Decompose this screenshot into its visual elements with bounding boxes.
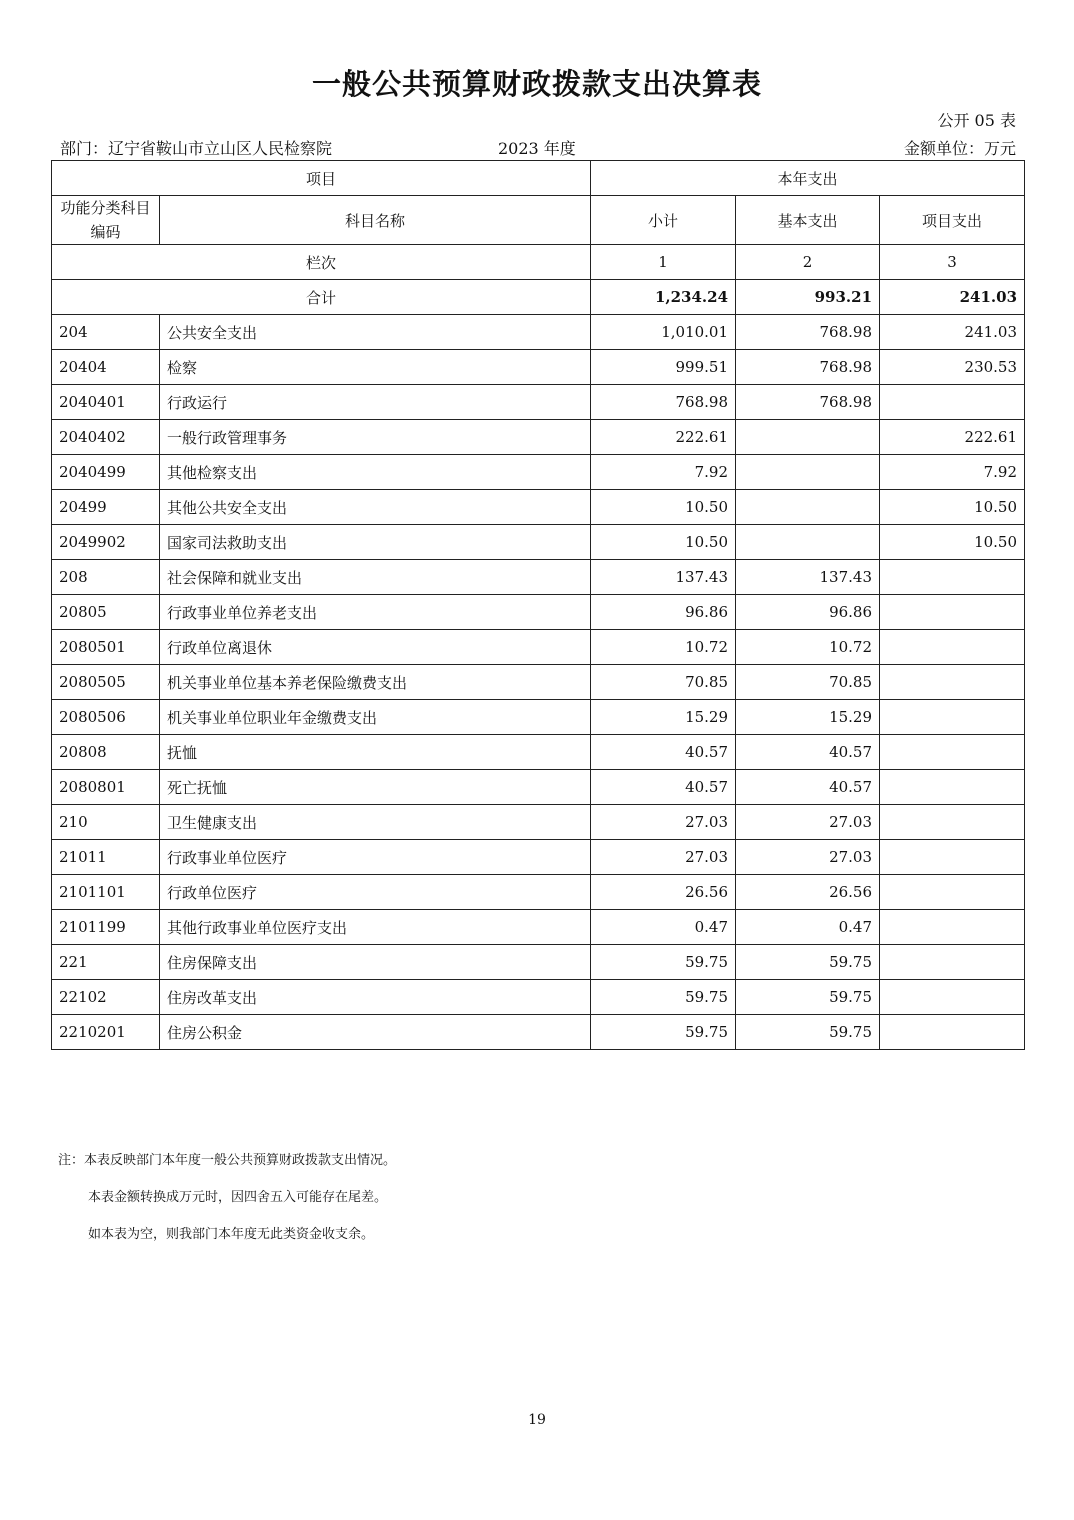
cell-code: 22102 [52,980,160,1015]
cell-name: 其他公共安全支出 [160,490,591,525]
cell-subtotal: 27.03 [591,805,736,840]
cell-code: 2040499 [52,455,160,490]
table-row [52,770,1025,805]
cell-basic: 59.75 [736,945,880,980]
cell-code: 2040401 [52,385,160,420]
cell-basic: 27.03 [736,840,880,875]
cell-project: 222.61 [880,420,1025,455]
cell-basic: 15.29 [736,700,880,735]
cell-project: 10.50 [880,525,1025,560]
cell-name: 其他检察支出 [160,455,591,490]
cell-name: 行政事业单位医疗 [160,840,591,875]
column-number-3: 3 [880,245,1025,280]
cell-name: 卫生健康支出 [160,805,591,840]
note-line: 本表金额转换成万元时，因四舍五入可能存在尾差。 [88,1190,388,1205]
table-row [52,980,1025,1015]
cell-name: 社会保障和就业支出 [160,560,591,595]
cell-basic [736,490,880,525]
cell-basic: 40.57 [736,735,880,770]
cell-basic: 10.72 [736,630,880,665]
cell-name: 机关事业单位职业年金缴费支出 [160,700,591,735]
column-number-row [52,245,1025,280]
table-row [52,665,1025,700]
cell-subtotal: 59.75 [591,1015,736,1050]
cell-name: 检察 [160,350,591,385]
cell-basic: 0.47 [736,910,880,945]
table-row [52,595,1025,630]
expenditure-table [51,160,1025,1050]
note-line: 注：本表反映部门本年度一般公共预算财政拨款支出情况。 [58,1153,397,1168]
cell-basic: 768.98 [736,350,880,385]
cell-project [880,945,1025,980]
cell-basic: 768.98 [736,315,880,350]
table-row [52,630,1025,665]
cell-name: 行政单位医疗 [160,875,591,910]
cell-project [880,840,1025,875]
cell-project [880,805,1025,840]
cell-code: 2040402 [52,420,160,455]
cell-subtotal: 40.57 [591,770,736,805]
cell-basic: 59.75 [736,1015,880,1050]
header-current-year: 本年支出 [591,161,1025,196]
column-number-1: 1 [591,245,736,280]
column-number-2: 2 [736,245,880,280]
cell-project [880,630,1025,665]
total-row [52,280,1025,315]
cell-subtotal: 26.56 [591,875,736,910]
page-title: 一般公共预算财政拨款支出决算表 [311,67,762,101]
table-row [52,805,1025,840]
cell-project [880,700,1025,735]
total-project: 241.03 [880,280,1025,315]
table-row [52,560,1025,595]
cell-code: 2080801 [52,770,160,805]
cell-project: 10.50 [880,490,1025,525]
table-row [52,840,1025,875]
cell-code: 2049902 [52,525,160,560]
cell-name: 住房保障支出 [160,945,591,980]
table-row [52,455,1025,490]
cell-project [880,910,1025,945]
column-label: 栏次 [52,245,591,280]
cell-name: 国家司法救助支出 [160,525,591,560]
form-number: 公开 05 表 [937,111,1016,130]
cell-basic: 40.57 [736,770,880,805]
cell-code: 204 [52,315,160,350]
header-row-2 [52,196,1025,245]
cell-basic [736,455,880,490]
table-row [52,875,1025,910]
cell-code: 20805 [52,595,160,630]
cell-subtotal: 70.85 [591,665,736,700]
cell-code: 221 [52,945,160,980]
cell-code: 2080506 [52,700,160,735]
department-label: 部门：辽宁省鞍山市立山区人民检察院 [60,139,333,158]
cell-subtotal: 27.03 [591,840,736,875]
cell-basic [736,525,880,560]
cell-name: 其他行政事业单位医疗支出 [160,910,591,945]
cell-code: 20404 [52,350,160,385]
table-row [52,490,1025,525]
cell-name: 抚恤 [160,735,591,770]
cell-code: 2101101 [52,875,160,910]
total-basic: 993.21 [736,280,880,315]
cell-subtotal: 59.75 [591,980,736,1015]
table-row [52,1015,1025,1050]
cell-project [880,1015,1025,1050]
note-line: 如本表为空，则我部门本年度无此类资金收支余。 [88,1227,375,1242]
cell-project [880,595,1025,630]
cell-subtotal: 1,010.01 [591,315,736,350]
header-name: 科目名称 [160,196,591,245]
cell-name: 行政事业单位养老支出 [160,595,591,630]
cell-project [880,665,1025,700]
cell-name: 公共安全支出 [160,315,591,350]
cell-code: 2210201 [52,1015,160,1050]
cell-project: 230.53 [880,350,1025,385]
cell-name: 死亡抚恤 [160,770,591,805]
cell-code: 2080501 [52,630,160,665]
cell-project [880,560,1025,595]
header-project: 项目支出 [880,196,1025,245]
table-row [52,735,1025,770]
cell-subtotal: 59.75 [591,945,736,980]
cell-code: 2080505 [52,665,160,700]
cell-basic: 137.43 [736,560,880,595]
cell-project [880,735,1025,770]
cell-code: 208 [52,560,160,595]
cell-name: 一般行政管理事务 [160,420,591,455]
cell-subtotal: 15.29 [591,700,736,735]
header-code: 功能分类科目编码 [52,196,160,245]
cell-subtotal: 96.86 [591,595,736,630]
header-item: 项目 [52,161,591,196]
cell-basic: 59.75 [736,980,880,1015]
cell-subtotal: 222.61 [591,420,736,455]
amount-unit: 金额单位：万元 [903,139,1016,158]
cell-project: 241.03 [880,315,1025,350]
total-label: 合计 [52,280,591,315]
table-row [52,945,1025,980]
cell-name: 行政单位离退休 [160,630,591,665]
table-row [52,910,1025,945]
table-row [52,315,1025,350]
cell-subtotal: 40.57 [591,735,736,770]
cell-code: 210 [52,805,160,840]
cell-name: 住房改革支出 [160,980,591,1015]
table-row [52,420,1025,455]
table-row [52,385,1025,420]
cell-project [880,875,1025,910]
cell-project [880,385,1025,420]
cell-basic: 70.85 [736,665,880,700]
cell-basic: 768.98 [736,385,880,420]
cell-code: 20499 [52,490,160,525]
page-number: 19 [528,1412,546,1428]
cell-subtotal: 10.72 [591,630,736,665]
cell-subtotal: 768.98 [591,385,736,420]
header-row-1 [52,161,1025,196]
header-basic: 基本支出 [736,196,880,245]
table-row [52,525,1025,560]
total-subtotal: 1,234.24 [591,280,736,315]
cell-subtotal: 10.50 [591,490,736,525]
cell-name: 住房公积金 [160,1015,591,1050]
cell-subtotal: 0.47 [591,910,736,945]
cell-basic: 26.56 [736,875,880,910]
cell-project: 7.92 [880,455,1025,490]
cell-basic: 27.03 [736,805,880,840]
cell-subtotal: 137.43 [591,560,736,595]
table-row [52,700,1025,735]
cell-project [880,770,1025,805]
cell-code: 21011 [52,840,160,875]
cell-name: 行政运行 [160,385,591,420]
cell-subtotal: 10.50 [591,525,736,560]
table-row [52,350,1025,385]
cell-code: 2101199 [52,910,160,945]
cell-name: 机关事业单位基本养老保险缴费支出 [160,665,591,700]
cell-code: 20808 [52,735,160,770]
notes [58,1142,396,1253]
cell-basic [736,420,880,455]
cell-subtotal: 999.51 [591,350,736,385]
cell-subtotal: 7.92 [591,455,736,490]
cell-project [880,980,1025,1015]
fiscal-year: 2023 年度 [498,139,576,158]
cell-basic: 96.86 [736,595,880,630]
header-subtotal: 小计 [591,196,736,245]
